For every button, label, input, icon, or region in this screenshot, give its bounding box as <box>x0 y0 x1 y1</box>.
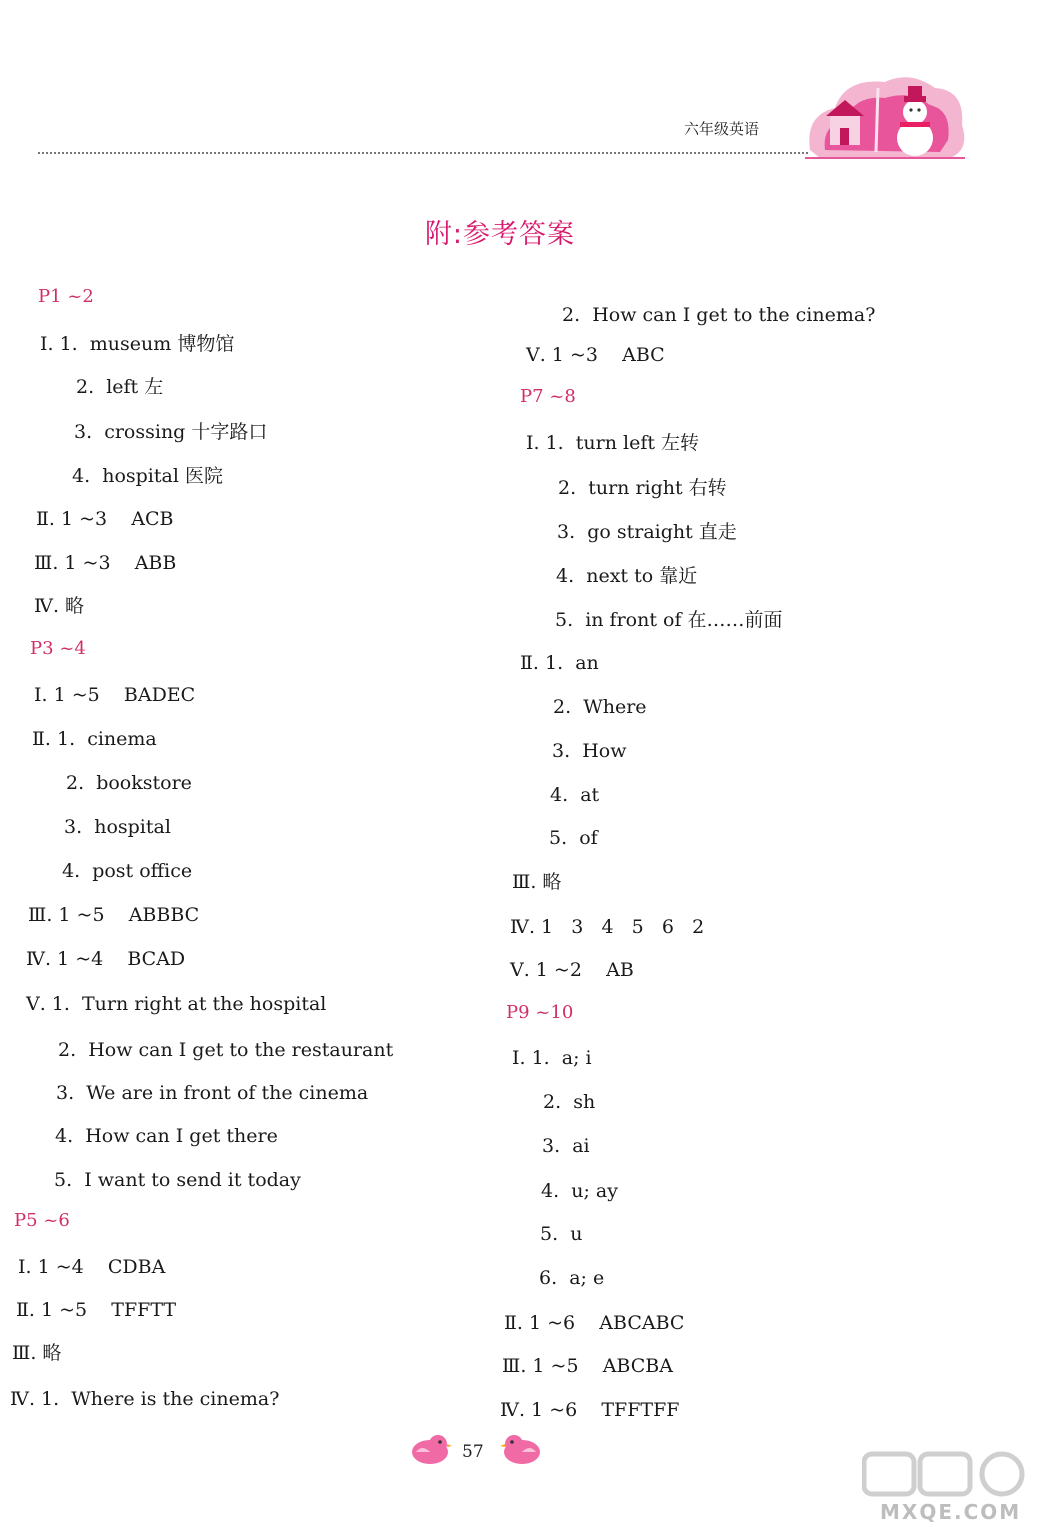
answer-line: Ⅳ. 1 ~4 BCAD <box>26 948 186 970</box>
answer-line: Ⅰ. 1. turn left 左转 <box>526 432 700 454</box>
answer-line: 3. ai <box>542 1135 590 1157</box>
answer-line: 5. in front of 在……前面 <box>555 609 783 631</box>
answer-line: Ⅰ. 1. a; i <box>512 1047 592 1069</box>
answer-line: 4. next to 靠近 <box>556 565 698 587</box>
answer-line: 3. go straight 直走 <box>557 521 737 543</box>
section-label: P7 ~8 <box>520 386 576 407</box>
page-number: 57 <box>462 1442 484 1462</box>
answer-line: Ⅳ. 1 ~6 TFFTFF <box>500 1399 680 1421</box>
watermark-text: MXQE.COM <box>880 1500 1022 1524</box>
section-label: P3 ~4 <box>30 638 86 659</box>
answer-line: Ⅱ. 1 ~5 TFFTT <box>16 1299 177 1321</box>
answer-line: 2. Where <box>553 696 647 718</box>
answer-line: 5. u <box>540 1223 583 1245</box>
answer-line: Ⅰ. 1 ~4 CDBA <box>18 1256 166 1278</box>
answer-line: 3. How <box>552 740 627 762</box>
answer-line: 2. How can I get to the cinema? <box>562 304 876 326</box>
page-title: 附:参考答案 <box>424 219 576 250</box>
bird-icon <box>500 1432 544 1466</box>
answer-line: Ⅲ. 1 ~5 ABBBC <box>28 904 200 926</box>
answer-line: 6. a; e <box>539 1267 605 1289</box>
answer-line: Ⅱ. 1 ~3 ACB <box>36 508 174 530</box>
section-label: P9 ~10 <box>506 1002 574 1023</box>
answer-line: Ⅲ. 1 ~3 ABB <box>34 552 177 574</box>
answer-line: Ⅲ. 1 ~5 ABCBA <box>502 1355 673 1377</box>
answer-line: Ⅱ. 1. an <box>520 652 599 674</box>
bird-icon <box>408 1432 452 1466</box>
answer-line: Ⅱ. 1. cinema <box>32 728 157 750</box>
answer-line: 2. turn right 右转 <box>558 477 727 499</box>
answer-line: 2. left 左 <box>76 376 164 398</box>
answer-line: 5. I want to send it today <box>54 1169 301 1191</box>
answer-line: Ⅴ. 1. Turn right at the hospital <box>26 993 327 1015</box>
answer-line: 2. How can I get to the restaurant <box>58 1039 394 1061</box>
answer-line: Ⅱ. 1 ~6 ABCABC <box>504 1312 685 1334</box>
answer-line: Ⅰ. 1 ~5 BADEC <box>34 684 196 706</box>
section-label: P1 ~2 <box>38 286 94 307</box>
snowman-illustration <box>800 70 970 165</box>
header-divider <box>38 152 808 154</box>
answer-line: 3. crossing 十字路口 <box>74 421 268 443</box>
answer-line: 2. sh <box>543 1091 596 1113</box>
answer-line: 4. post office <box>62 860 193 882</box>
answer-line: 4. at <box>550 784 600 806</box>
answer-line: Ⅲ. 略 <box>512 871 562 893</box>
answer-line: 5. of <box>549 827 598 849</box>
answer-line: 2. bookstore <box>66 772 192 794</box>
answer-line: Ⅴ. 1 ~2 AB <box>510 959 634 981</box>
section-label: P5 ~6 <box>14 1210 70 1231</box>
answer-line: Ⅰ. 1. museum 博物馆 <box>40 333 235 355</box>
answer-line: 4. hospital 医院 <box>72 465 223 487</box>
answer-line: 4. u; ay <box>541 1180 618 1202</box>
answer-line: 3. hospital <box>64 816 171 838</box>
answer-line: 3. We are in front of the cinema <box>56 1082 369 1104</box>
answer-line: 4. How can I get there <box>55 1125 278 1147</box>
answer-line: Ⅳ. 1 3 4 5 6 2 <box>510 916 705 938</box>
answer-line: Ⅴ. 1 ~3 ABC <box>526 344 665 366</box>
answer-line: Ⅳ. 1. Where is the cinema? <box>10 1388 280 1410</box>
header-title: 六年级英语 <box>684 120 760 138</box>
answer-line: Ⅲ. 略 <box>12 1342 62 1364</box>
answer-line: Ⅳ. 略 <box>34 595 85 617</box>
